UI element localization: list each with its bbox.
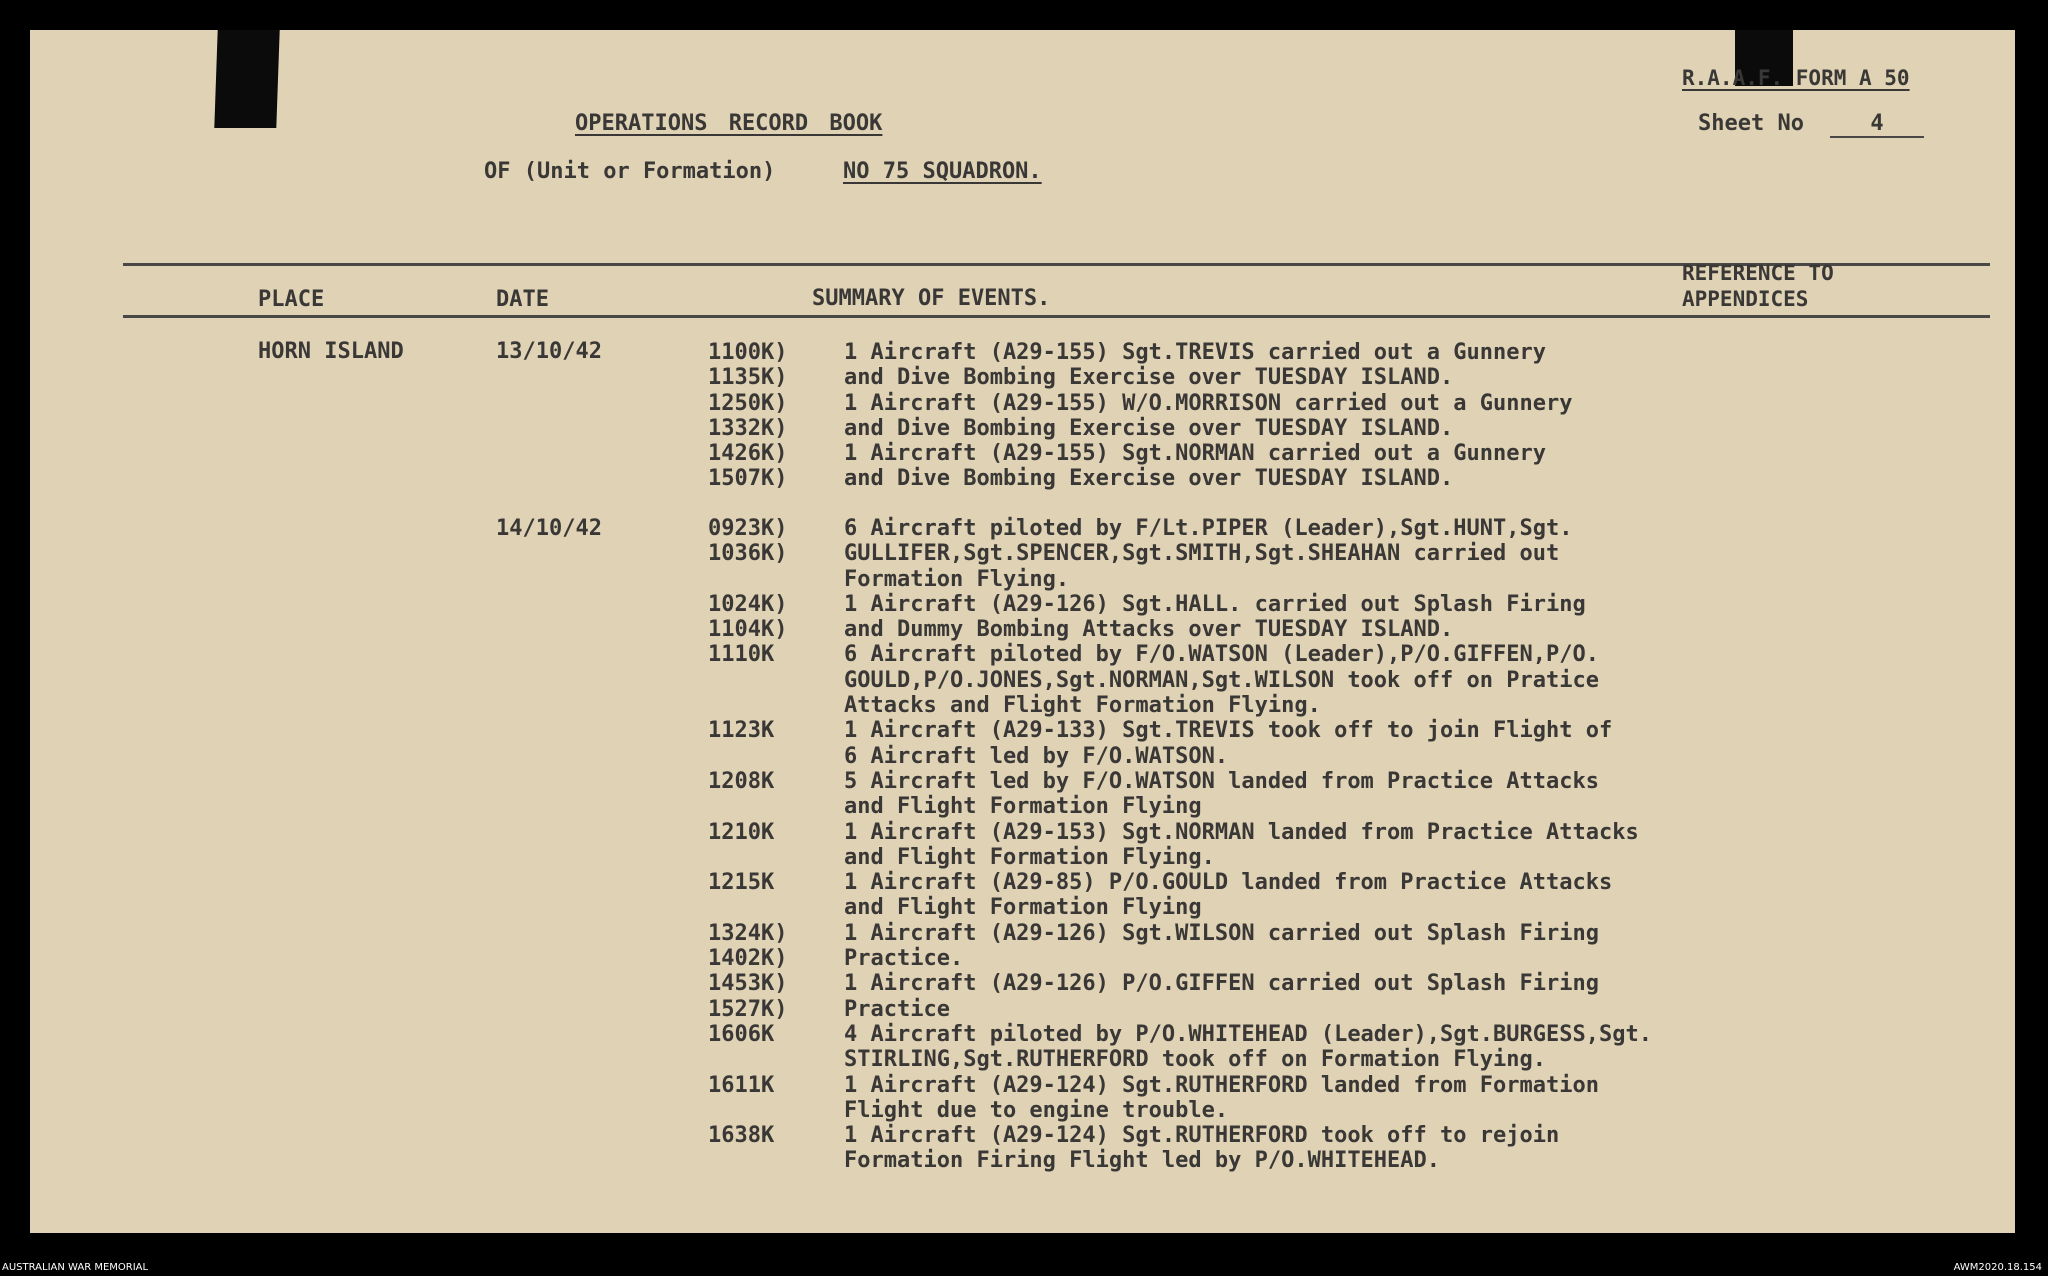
form-label: R.A.A.F. FORM A 50 <box>1682 66 1910 90</box>
events-block-1: 1 Aircraft (A29-155) Sgt.TREVIS carried out a Gunnery and Dive Bombing Exercise over TUESDAY ISLAND. 1 Aircraft (A29-155) W/O.MORRISON carried out a Gunnery and Dive Bombing Exercise over TUESDAY ISLAND. 1 Aircraft (A29-155) Sgt.NORMAN carried out a Gunnery and Dive Bombing Exercise over TUESDAY ISLAND. <box>844 340 1573 492</box>
events-block-2: 6 Aircraft piloted by F/Lt.PIPER (Leader),Sgt.HUNT,Sgt. GULLIFER,Sgt.SPENCER,Sgt.SMITH,Sgt.SHEAHAN carried out Formation Flying. 1 Aircraft (A29-126) Sgt.HALL. carried out Splash Firing and Dummy Bombing Attacks over TUESDAY ISLAND. 6 Aircraft piloted by F/O.WATSON (Leader),P/O.GIFFEN,P/O. GOULD,P/O.JONES,Sgt.NORMAN,Sgt.WILSON took off on Pratice Attacks and Flight Formation Flying. 1 Aircraft (A29-133) Sgt.TREVIS took off to join Flight of 6 Aircraft led by F/O.WATSON. 5 Aircraft led by F/O.WATSON landed from Practice Attacks and Flight Formation Flying 1 Aircraft (A29-153) Sgt.NORMAN landed from Practice Attacks and Flight Formation Flying. 1 Aircraft (A29-85) P/O.GOULD landed from Practice Attacks and Flight Formation Flying 1 Aircraft (A29-126) Sgt.WILSON carried out Splash Firing Practice. 1 Aircraft (A29-126) P/O.GIFFEN carried out Splash Firing Practice 4 Aircraft piloted by P/O.WHITEHEAD (Leader),Sgt.BURGESS,Sgt. STIRLING,Sgt.RUTHERFORD took off on Formation Flying. 1 Aircraft (A29-124) Sgt.RUTHERFORD landed from Formation Flight due to engine trouble. 1 Aircraft (A29-124) Sgt.RUTHERFORD took off to rejoin Formation Firing Flight led by P/O.WHITEHEAD. <box>844 516 1652 1174</box>
unit-label: OF (Unit or Formation) <box>484 159 776 184</box>
date-entry: 13/10/42 <box>496 339 602 364</box>
unit-value: NO 75 SQUADRON. <box>843 159 1042 184</box>
sheet-no-label: Sheet No <box>1698 111 1804 136</box>
sheet-no-value: 4 <box>1830 112 1924 138</box>
time-column-block-1: 1100K) 1135K) 1250K) 1332K) 1426K) 1507K) <box>708 340 788 492</box>
page-title: OPERATIONS RECORD BOOK <box>575 111 883 136</box>
date-entry: 14/10/42 <box>496 516 602 541</box>
column-header-date: DATE <box>496 287 549 312</box>
column-header-place: PLACE <box>258 287 325 312</box>
column-header-appendices: APPENDICES <box>1682 287 1809 311</box>
footer-credit: AUSTRALIAN WAR MEMORIAL <box>2 1262 149 1273</box>
column-header-reference: REFERENCE TO <box>1682 261 1834 285</box>
record-sheet <box>30 30 2015 1233</box>
time-column-block-2: 0923K) 1036K) 1024K) 1104K) 1110K 1123K 1208K 1210K 1215K 1324K) 1402K) 1453K) 1527K) 1606K 1611K 1638K <box>708 516 788 1149</box>
tape-strip <box>214 30 279 128</box>
table-rule-header <box>123 315 1990 318</box>
column-header-summary: SUMMARY OF EVENTS. <box>812 286 1051 311</box>
footer-accession-number: AWM2020.18.154 <box>1953 1262 2042 1273</box>
place-entry: HORN ISLAND <box>258 339 404 364</box>
